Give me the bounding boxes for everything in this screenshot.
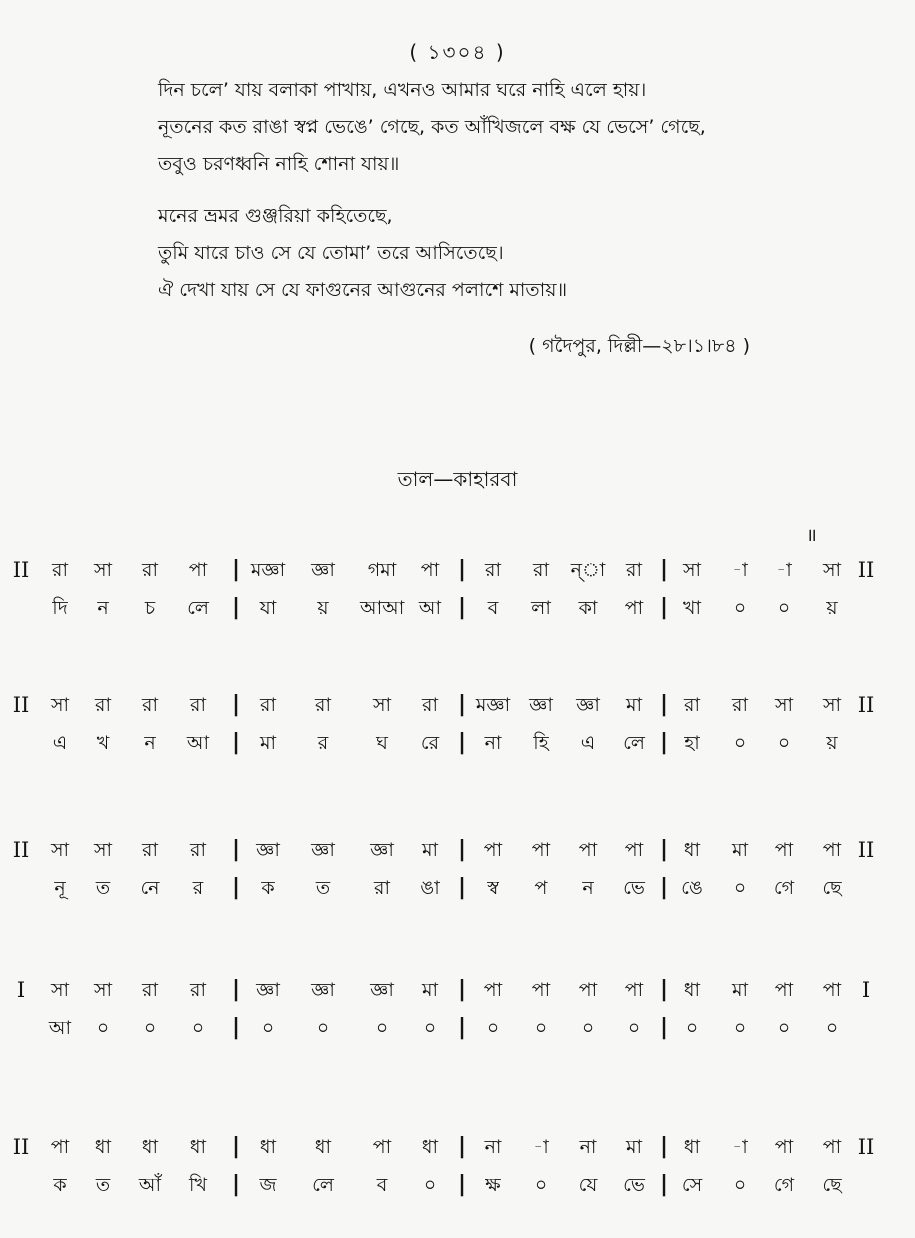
lyric-syllable: যা — [259, 597, 277, 619]
lyric-syllable: আঁ — [138, 1174, 162, 1196]
lyric-syllable: গে — [773, 1174, 795, 1196]
lyric-syllable: আ — [48, 1017, 72, 1039]
lyric-syllable: আ — [418, 597, 442, 619]
measure-bar: | — [659, 595, 669, 620]
measure-bar: | — [457, 1172, 467, 1197]
lyric-syllable: খি — [189, 1174, 207, 1196]
lyric-syllable: স্ব — [487, 877, 499, 899]
line-end-mark: II — [857, 1135, 875, 1159]
swara-note: জ্ঞা — [370, 839, 394, 861]
measure-bar: | — [231, 730, 241, 755]
lyric-syllable: আআ — [360, 597, 405, 619]
lyric-syllable: ০ — [534, 1174, 548, 1196]
lyric-syllable: ০ — [581, 1017, 595, 1039]
lyric-syllable: ছে — [822, 1174, 842, 1196]
lyric-syllable: ০ — [825, 1017, 839, 1039]
swara-note: পা — [774, 979, 794, 1001]
lyric-syllable: ত — [315, 877, 331, 899]
lyric-syllable: ন — [97, 597, 109, 619]
poem-stanza-2 — [158, 198, 858, 309]
swara-note: গমা — [367, 559, 397, 581]
swara-note: মা — [421, 979, 439, 1001]
measure-bar: | — [457, 837, 467, 862]
swara-note: জ্ঞা — [311, 839, 335, 861]
lyric-syllable: যে — [578, 1174, 598, 1196]
lyric-syllable: হি — [533, 732, 549, 754]
measure-bar: | — [231, 1134, 241, 1159]
swara-note: জ্ঞা — [256, 839, 280, 861]
swara-note: জ্ঞা — [311, 979, 335, 1001]
swara-note: রা — [684, 694, 700, 716]
measure-bar: | — [659, 730, 669, 755]
lyric-syllable: ০ — [627, 1017, 641, 1039]
lyric-syllable: ০ — [733, 877, 747, 899]
lyric-syllable: ০ — [423, 1174, 437, 1196]
lyric-syllable: ভে — [623, 1174, 645, 1196]
measure-bar: | — [457, 1134, 467, 1159]
swara-note: সা — [50, 979, 70, 1001]
swara-note: জ্ঞা — [256, 979, 280, 1001]
lyric-syllable: ০ — [733, 597, 747, 619]
lyric-syllable: রা — [374, 877, 390, 899]
measure-bar: | — [231, 1015, 241, 1040]
swara-note: পা — [774, 1136, 794, 1158]
lyric-syllable: ভে — [623, 877, 645, 899]
measure-bar: | — [457, 692, 467, 717]
line-start-mark: II — [12, 558, 30, 582]
lyric-syllable: ০ — [316, 1017, 330, 1039]
line-end-mark: I — [861, 978, 871, 1002]
measure-bar: | — [659, 875, 669, 900]
lyric-syllable: লে — [312, 1174, 334, 1196]
swara-note: পা — [578, 979, 598, 1001]
measure-bar: | — [457, 595, 467, 620]
swara-note: রা — [142, 559, 158, 581]
lyric-syllable: কা — [578, 597, 598, 619]
swara-note: -া — [776, 559, 792, 581]
lyric-syllable: ০ — [733, 1017, 747, 1039]
swara-note: রা — [190, 694, 206, 716]
swara-note: -া — [732, 1136, 748, 1158]
swara-note: -া — [533, 1136, 549, 1158]
page-number: ( ১৩০৪ ) — [409, 40, 506, 64]
poem-stanza-1 — [158, 72, 858, 183]
line-end-mark: II — [857, 838, 875, 862]
swara-note: রা — [52, 559, 68, 581]
measure-bar: | — [231, 837, 241, 862]
swara-note: সা — [93, 559, 113, 581]
lyric-syllable: ব — [376, 1174, 388, 1196]
swara-note: সা — [50, 839, 70, 861]
swara-note: রা — [260, 694, 276, 716]
measure-bar: | — [659, 1172, 669, 1197]
lyric-syllable: খা — [683, 597, 701, 619]
lyric-syllable: ব — [487, 597, 499, 619]
notation-top-mark: ॥ — [806, 525, 817, 546]
swara-note: রা — [142, 979, 158, 1001]
swara-note: পা — [372, 1136, 392, 1158]
lyric-syllable: খ — [96, 732, 110, 754]
swara-note: রা — [142, 839, 158, 861]
line-start-mark: II — [12, 693, 30, 717]
lyric-syllable: গে — [773, 877, 795, 899]
poem-line: তবুও চরণধ্বনি নাহি শোনা যায়॥ — [158, 153, 400, 175]
swara-note: সা — [93, 979, 113, 1001]
swara-note: সা — [822, 694, 842, 716]
lyric-syllable: ০ — [423, 1017, 437, 1039]
measure-bar: | — [659, 1015, 669, 1040]
swara-note: সা — [50, 694, 70, 716]
lyric-syllable: এ — [580, 732, 596, 754]
measure-bar: | — [659, 1134, 669, 1159]
lyric-syllable: ০ — [777, 732, 791, 754]
line-end-mark: II — [857, 558, 875, 582]
lyric-syllable: ঙে — [681, 877, 703, 899]
lyric-syllable: ০ — [685, 1017, 699, 1039]
lyric-syllable: ০ — [143, 1017, 157, 1039]
measure-bar: | — [231, 977, 241, 1002]
swara-note: রা — [485, 559, 501, 581]
measure-bar: | — [659, 837, 669, 862]
swara-note: ধা — [421, 1136, 439, 1158]
lyric-syllable: রে — [420, 732, 440, 754]
measure-bar: | — [457, 1015, 467, 1040]
lyric-syllable: দি — [52, 597, 68, 619]
swara-note: পা — [531, 979, 551, 1001]
lyric-syllable: ০ — [733, 1174, 747, 1196]
lyric-syllable: জ — [259, 1174, 277, 1196]
swara-note: পা — [822, 839, 842, 861]
lyric-syllable: ০ — [777, 1017, 791, 1039]
swara-note: পা — [774, 839, 794, 861]
lyric-syllable: পা — [624, 597, 644, 619]
measure-bar: | — [659, 692, 669, 717]
lyric-syllable: ০ — [534, 1017, 548, 1039]
lyric-syllable: নে — [140, 877, 160, 899]
swara-note: ধা — [314, 1136, 332, 1158]
swara-note: রা — [190, 979, 206, 1001]
swara-note: -া — [732, 559, 748, 581]
poem-line: দিন চলে’ যায় বলাকা পাখায়, এখনও আমার ঘরে নাহি এলে হায়। — [158, 79, 647, 101]
measure-bar: | — [231, 557, 241, 582]
lyric-syllable: ক — [261, 877, 275, 899]
lyric-syllable: য় — [826, 732, 838, 754]
lyric-syllable: সে — [681, 1174, 703, 1196]
lyric-syllable: ০ — [375, 1017, 389, 1039]
measure-bar: | — [231, 595, 241, 620]
swara-note: না — [579, 1136, 597, 1158]
swara-note: সা — [93, 839, 113, 861]
swara-note: মা — [625, 1136, 643, 1158]
swara-note: মজ্ঞা — [475, 694, 511, 716]
swara-note: রা — [315, 694, 331, 716]
swara-note: মা — [421, 839, 439, 861]
swara-note: পা — [531, 839, 551, 861]
tala-title: তাল—কাহারবা — [397, 467, 518, 491]
lyric-syllable: প — [534, 877, 548, 899]
swara-note: মজ্ঞা — [250, 559, 286, 581]
swara-note: সা — [682, 559, 702, 581]
lyric-syllable: র — [317, 732, 329, 754]
measure-bar: | — [231, 1172, 241, 1197]
swara-note: রা — [533, 559, 549, 581]
swara-note: ধা — [683, 1136, 701, 1158]
swara-note: মা — [731, 839, 749, 861]
swara-note: সা — [372, 694, 392, 716]
swara-note: জ্ঞা — [370, 979, 394, 1001]
lyric-syllable: মা — [259, 732, 277, 754]
measure-bar: | — [457, 977, 467, 1002]
lyric-syllable: ন — [582, 877, 594, 899]
line-start-mark: II — [12, 1135, 30, 1159]
measure-bar: | — [659, 557, 669, 582]
swara-note: পা — [483, 979, 503, 1001]
swara-note: মা — [731, 979, 749, 1001]
swara-note: পা — [420, 559, 440, 581]
lyric-syllable: ০ — [486, 1017, 500, 1039]
swara-note: ধা — [259, 1136, 277, 1158]
lyric-syllable: চ — [144, 597, 156, 619]
swara-note: ধা — [189, 1136, 207, 1158]
poem-line: নূতনের কত রাঙা স্বপ্ন ভেঙে’ গেছে, কত আঁখিজলে বক্ষ যে ভেসে’ গেছে, — [158, 116, 706, 138]
swara-note: পা — [50, 1136, 70, 1158]
lyric-syllable: ০ — [96, 1017, 110, 1039]
swara-note: রা — [422, 694, 438, 716]
line-start-mark: II — [12, 838, 30, 862]
line-start-mark: I — [16, 978, 26, 1002]
swara-note: পা — [822, 979, 842, 1001]
lyric-syllable: ত — [95, 877, 111, 899]
lyric-syllable: এ — [52, 732, 68, 754]
lyric-syllable: ০ — [777, 597, 791, 619]
lyric-syllable: না — [484, 732, 502, 754]
lyric-syllable: ক্ষ — [485, 1174, 501, 1196]
lyric-syllable: আ — [186, 732, 210, 754]
measure-bar: | — [659, 977, 669, 1002]
lyric-syllable: লে — [623, 732, 645, 754]
swara-note: সা — [822, 559, 842, 581]
swara-note: না — [484, 1136, 502, 1158]
poem-line: ঐ দেখা যায় সে যে ফাগুনের আগুনের পলাশে মাতায়॥ — [158, 279, 568, 301]
swara-note: মা — [625, 694, 643, 716]
swara-note: পা — [578, 839, 598, 861]
lyric-syllable: লা — [531, 597, 551, 619]
swara-note: জ্ঞা — [576, 694, 600, 716]
poem-line: মনের ভ্রমর গুঞ্জরিয়া কহিতেছে, — [158, 205, 393, 227]
swara-note: রা — [95, 694, 111, 716]
swara-note: পা — [822, 1136, 842, 1158]
measure-bar: | — [231, 692, 241, 717]
swara-note: জ্ঞা — [529, 694, 553, 716]
lyric-syllable: ০ — [191, 1017, 205, 1039]
line-end-mark: II — [857, 693, 875, 717]
measure-bar: | — [457, 730, 467, 755]
swara-note: ধা — [683, 979, 701, 1001]
lyric-syllable: ০ — [733, 732, 747, 754]
swara-note: সা — [774, 694, 794, 716]
swara-note: পা — [188, 559, 208, 581]
swara-note: রা — [626, 559, 642, 581]
swara-note: পা — [624, 979, 644, 1001]
measure-bar: | — [457, 875, 467, 900]
poem-line: তুমি যারে চাও সে যে তোমা’ তরে আসিতেছে। — [158, 242, 504, 264]
swara-note: পা — [483, 839, 503, 861]
poem-signature: ( গদৈপুর, দিল্লী—২৮।১।৮৪ ) — [528, 335, 750, 357]
measure-bar: | — [457, 557, 467, 582]
lyric-syllable: ন — [144, 732, 156, 754]
lyric-syllable: লে — [187, 597, 209, 619]
lyric-syllable: ঙা — [420, 877, 440, 899]
lyric-syllable: ছে — [822, 877, 842, 899]
swara-note: রা — [142, 694, 158, 716]
swara-note: পা — [624, 839, 644, 861]
swara-note: জ্ঞা — [311, 559, 335, 581]
lyric-syllable: ঘ — [376, 732, 388, 754]
lyric-syllable: ত — [95, 1174, 111, 1196]
swara-note: ধা — [141, 1136, 159, 1158]
swara-note: ধা — [94, 1136, 112, 1158]
swara-note: রা — [732, 694, 748, 716]
lyric-syllable: র — [192, 877, 204, 899]
lyric-syllable: ০ — [261, 1017, 275, 1039]
swara-note: ন্‌া — [570, 559, 606, 581]
lyric-syllable: নূ — [54, 877, 66, 899]
swara-note: ধা — [683, 839, 701, 861]
lyric-syllable: হা — [684, 732, 700, 754]
swara-note: রা — [190, 839, 206, 861]
lyric-syllable: য় — [826, 597, 838, 619]
lyric-syllable: য় — [317, 597, 329, 619]
measure-bar: | — [231, 875, 241, 900]
lyric-syllable: ক — [53, 1174, 67, 1196]
